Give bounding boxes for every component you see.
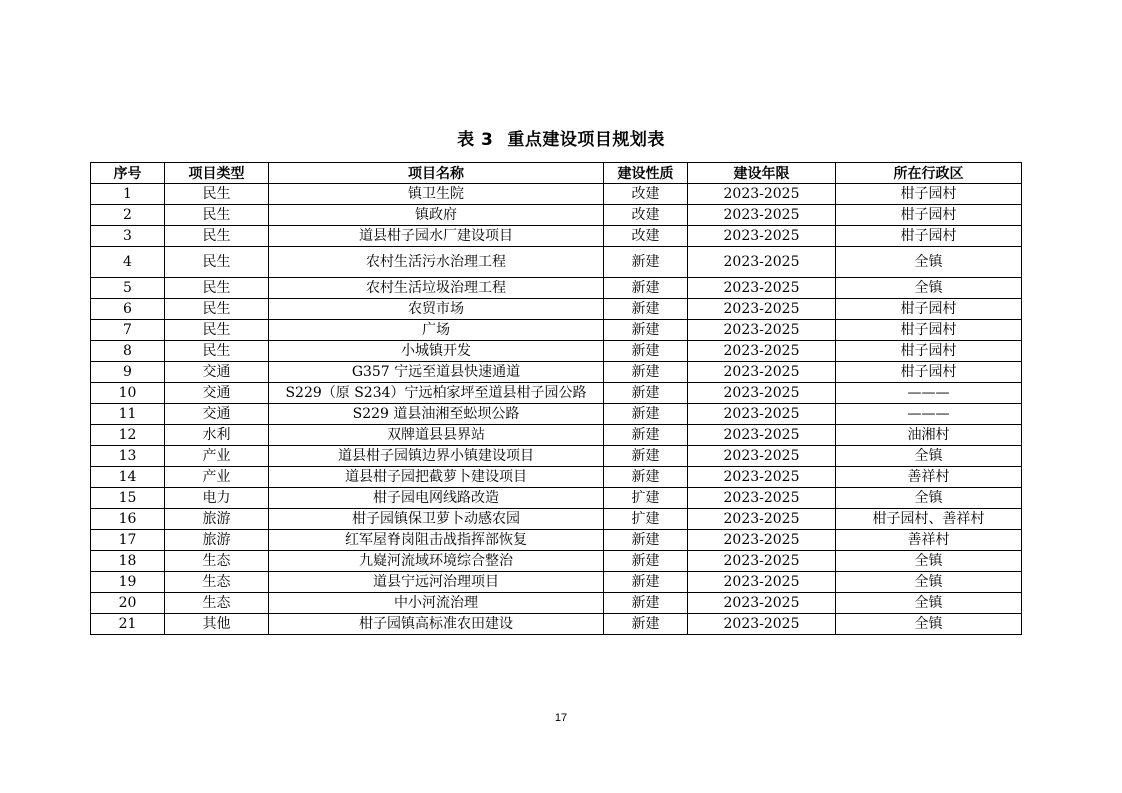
cell-type: 民生 <box>165 299 269 320</box>
cell-name: 农村生活污水治理工程 <box>269 247 604 278</box>
cell-index: 4 <box>91 247 165 278</box>
cell-name: 柑子园镇高标准农田建设 <box>269 614 604 635</box>
header-row <box>91 163 1022 184</box>
cell-nature: 改建 <box>604 184 688 205</box>
table-row <box>91 467 1022 488</box>
header-type: 项目类型 <box>165 163 269 184</box>
cell-index: 9 <box>91 362 165 383</box>
table-row <box>91 341 1022 362</box>
cell-type: 电力 <box>165 488 269 509</box>
cell-region: 善祥村 <box>836 467 1022 488</box>
header-period: 建设年限 <box>688 163 836 184</box>
cell-type: 产业 <box>165 446 269 467</box>
cell-type: 生态 <box>165 551 269 572</box>
cell-index: 1 <box>91 184 165 205</box>
cell-name: 双牌道县县界站 <box>269 425 604 446</box>
table-row <box>91 383 1022 404</box>
cell-type: 交通 <box>165 383 269 404</box>
cell-name: 农贸市场 <box>269 299 604 320</box>
cell-index: 19 <box>91 572 165 593</box>
cell-period: 2023-2025 <box>688 446 836 467</box>
cell-period: 2023-2025 <box>688 205 836 226</box>
cell-period: 2023-2025 <box>688 404 836 425</box>
cell-period: 2023-2025 <box>688 425 836 446</box>
header-region: 所在行政区 <box>836 163 1022 184</box>
table-body <box>91 184 1022 635</box>
cell-name: 农村生活垃圾治理工程 <box>269 278 604 299</box>
header-name: 项目名称 <box>269 163 604 184</box>
table-row <box>91 509 1022 530</box>
cell-nature: 改建 <box>604 205 688 226</box>
cell-type: 其他 <box>165 614 269 635</box>
cell-index: 16 <box>91 509 165 530</box>
table-row <box>91 226 1022 247</box>
cell-period: 2023-2025 <box>688 614 836 635</box>
cell-region: 柑子园村 <box>836 320 1022 341</box>
cell-region: 油湘村 <box>836 425 1022 446</box>
cell-region: 善祥村 <box>836 530 1022 551</box>
cell-type: 旅游 <box>165 530 269 551</box>
table-row <box>91 404 1022 425</box>
cell-region: 全镇 <box>836 551 1022 572</box>
cell-name: 柑子园镇保卫萝卜动感农园 <box>269 509 604 530</box>
cell-type: 民生 <box>165 247 269 278</box>
cell-index: 5 <box>91 278 165 299</box>
table-row <box>91 614 1022 635</box>
cell-region: 全镇 <box>836 593 1022 614</box>
header-nature: 建设性质 <box>604 163 688 184</box>
cell-type: 民生 <box>165 226 269 247</box>
cell-type: 产业 <box>165 467 269 488</box>
cell-region: 柑子园村 <box>836 299 1022 320</box>
cell-nature: 扩建 <box>604 509 688 530</box>
cell-name: 红军屋脊岗阻击战指挥部恢复 <box>269 530 604 551</box>
cell-name: S229 道县油湘至蚣坝公路 <box>269 404 604 425</box>
table-row <box>91 425 1022 446</box>
cell-period: 2023-2025 <box>688 320 836 341</box>
cell-region: 柑子园村、善祥村 <box>836 509 1022 530</box>
cell-nature: 新建 <box>604 446 688 467</box>
cell-name: 道县柑子园把截萝卜建设项目 <box>269 467 604 488</box>
table-row <box>91 488 1022 509</box>
cell-type: 民生 <box>165 205 269 226</box>
cell-region: ——— <box>836 404 1022 425</box>
cell-nature: 新建 <box>604 572 688 593</box>
cell-period: 2023-2025 <box>688 184 836 205</box>
cell-period: 2023-2025 <box>688 551 836 572</box>
cell-nature: 新建 <box>604 530 688 551</box>
table-row <box>91 247 1022 278</box>
cell-index: 20 <box>91 593 165 614</box>
cell-index: 10 <box>91 383 165 404</box>
table-row <box>91 205 1022 226</box>
cell-type: 水利 <box>165 425 269 446</box>
cell-region: 全镇 <box>836 488 1022 509</box>
cell-nature: 新建 <box>604 425 688 446</box>
cell-period: 2023-2025 <box>688 530 836 551</box>
cell-nature: 改建 <box>604 226 688 247</box>
cell-type: 交通 <box>165 362 269 383</box>
cell-type: 民生 <box>165 320 269 341</box>
table-row <box>91 299 1022 320</box>
cell-name: S229（原 S234）宁远柏家坪至道县柑子园公路 <box>269 383 604 404</box>
cell-nature: 新建 <box>604 299 688 320</box>
cell-type: 生态 <box>165 593 269 614</box>
table-row <box>91 551 1022 572</box>
table-row <box>91 446 1022 467</box>
cell-period: 2023-2025 <box>688 226 836 247</box>
page-number: 17 <box>554 712 568 724</box>
cell-type: 生态 <box>165 572 269 593</box>
cell-index: 21 <box>91 614 165 635</box>
cell-name: 柑子园电网线路改造 <box>269 488 604 509</box>
cell-nature: 新建 <box>604 614 688 635</box>
cell-nature: 新建 <box>604 278 688 299</box>
cell-name: 九嶷河流域环境综合整治 <box>269 551 604 572</box>
cell-nature: 新建 <box>604 467 688 488</box>
cell-name: 道县宁远河治理项目 <box>269 572 604 593</box>
cell-region: 柑子园村 <box>836 341 1022 362</box>
table-row <box>91 320 1022 341</box>
project-plan-table <box>90 162 1022 635</box>
cell-index: 2 <box>91 205 165 226</box>
cell-region: 全镇 <box>836 446 1022 467</box>
cell-name: 道县柑子园水厂建设项目 <box>269 226 604 247</box>
cell-nature: 新建 <box>604 362 688 383</box>
cell-type: 交通 <box>165 404 269 425</box>
cell-region: 柑子园村 <box>836 205 1022 226</box>
table-row <box>91 593 1022 614</box>
cell-region: ——— <box>836 383 1022 404</box>
cell-name: 道县柑子园镇边界小镇建设项目 <box>269 446 604 467</box>
cell-region: 柑子园村 <box>836 184 1022 205</box>
cell-index: 7 <box>91 320 165 341</box>
cell-nature: 扩建 <box>604 488 688 509</box>
cell-index: 6 <box>91 299 165 320</box>
cell-period: 2023-2025 <box>688 362 836 383</box>
cell-region: 柑子园村 <box>836 226 1022 247</box>
cell-index: 14 <box>91 467 165 488</box>
cell-region: 全镇 <box>836 614 1022 635</box>
cell-name: 镇政府 <box>269 205 604 226</box>
cell-period: 2023-2025 <box>688 488 836 509</box>
cell-nature: 新建 <box>604 247 688 278</box>
cell-type: 民生 <box>165 184 269 205</box>
cell-type: 民生 <box>165 341 269 362</box>
table-row <box>91 184 1022 205</box>
table-number: 表 3 <box>457 130 494 150</box>
cell-period: 2023-2025 <box>688 278 836 299</box>
cell-period: 2023-2025 <box>688 593 836 614</box>
cell-region: 全镇 <box>836 247 1022 278</box>
table-row <box>91 278 1022 299</box>
cell-period: 2023-2025 <box>688 383 836 404</box>
table-title: 重点建设项目规划表 <box>507 130 665 150</box>
cell-period: 2023-2025 <box>688 247 836 278</box>
cell-nature: 新建 <box>604 341 688 362</box>
header-index: 序号 <box>91 163 165 184</box>
cell-region: 柑子园村 <box>836 362 1022 383</box>
cell-nature: 新建 <box>604 383 688 404</box>
cell-period: 2023-2025 <box>688 341 836 362</box>
cell-index: 8 <box>91 341 165 362</box>
cell-period: 2023-2025 <box>688 509 836 530</box>
cell-type: 民生 <box>165 278 269 299</box>
cell-period: 2023-2025 <box>688 572 836 593</box>
table-caption <box>0 126 1122 154</box>
cell-index: 12 <box>91 425 165 446</box>
cell-period: 2023-2025 <box>688 299 836 320</box>
cell-index: 15 <box>91 488 165 509</box>
cell-nature: 新建 <box>604 551 688 572</box>
cell-name: 镇卫生院 <box>269 184 604 205</box>
cell-index: 3 <box>91 226 165 247</box>
cell-index: 13 <box>91 446 165 467</box>
table-row <box>91 530 1022 551</box>
cell-index: 17 <box>91 530 165 551</box>
cell-nature: 新建 <box>604 404 688 425</box>
table-row <box>91 362 1022 383</box>
cell-index: 18 <box>91 551 165 572</box>
cell-name: G357 宁远至道县快速通道 <box>269 362 604 383</box>
cell-region: 全镇 <box>836 572 1022 593</box>
cell-type: 旅游 <box>165 509 269 530</box>
cell-index: 11 <box>91 404 165 425</box>
table-row <box>91 572 1022 593</box>
cell-region: 全镇 <box>836 278 1022 299</box>
cell-nature: 新建 <box>604 320 688 341</box>
cell-name: 广场 <box>269 320 604 341</box>
cell-name: 小城镇开发 <box>269 341 604 362</box>
cell-nature: 新建 <box>604 593 688 614</box>
cell-name: 中小河流治理 <box>269 593 604 614</box>
cell-period: 2023-2025 <box>688 467 836 488</box>
